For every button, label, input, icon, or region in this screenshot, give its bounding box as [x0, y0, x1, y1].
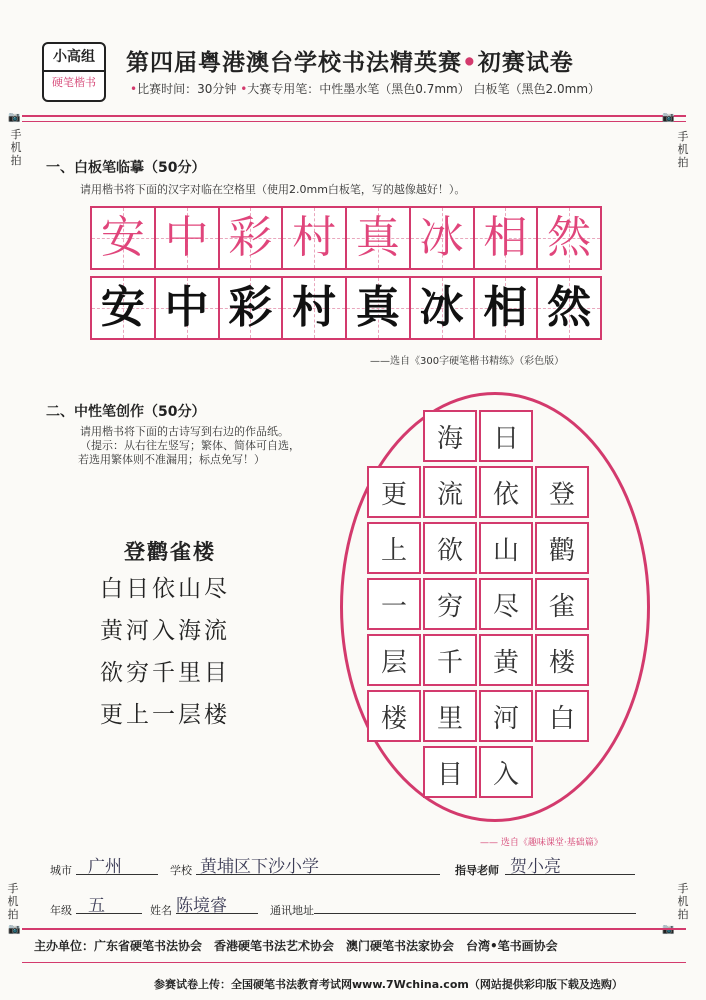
grid-cell: 河 [479, 690, 533, 742]
written-char-cell [475, 278, 539, 338]
grid-cell: 白 [535, 690, 589, 742]
side-phone-text-left-bottom: 手机拍 [7, 882, 19, 921]
page-title [126, 44, 574, 77]
grid-cell: 入 [479, 746, 533, 798]
poem-title: 登鹳雀楼 [124, 540, 216, 564]
grid-cell: 楼 [535, 634, 589, 686]
written-char-row [90, 276, 602, 340]
section1-source: ——选自《300字硬笔楷书精练》（彩色版） [370, 356, 565, 367]
model-char-row [90, 206, 602, 270]
section2-instruction-1: 请用楷书将下面的古诗写到右边的作品纸。 [80, 425, 289, 438]
written-char-cell [347, 278, 411, 338]
section2-instruction-3: 若选用繁体则不准漏用；标点免写！） [78, 453, 265, 466]
grid-cell: 海 [423, 410, 477, 462]
grid-cell: 登 [535, 466, 589, 518]
grid-cell: 更 [367, 466, 421, 518]
school-label: 学校 [170, 864, 192, 877]
written-char: 安 [100, 282, 145, 333]
grid-cell: 尽 [479, 578, 533, 630]
title-dot: • [462, 49, 478, 76]
poem-line: 黄河入海流 [100, 618, 230, 644]
written-char-cell [411, 278, 475, 338]
footer-divider [22, 928, 686, 930]
address-label: 通讯地址 [270, 904, 314, 917]
camera-icon: 📷 [662, 924, 675, 935]
bullet-icon: • [130, 82, 138, 96]
model-char-cell [156, 208, 220, 268]
written-char: 相 [483, 282, 528, 333]
grid-cell: 依 [479, 466, 533, 518]
name-underline [176, 913, 258, 914]
model-char-cell [475, 208, 539, 268]
title-main: 第四届粤港澳台学校书法精英赛 [126, 49, 462, 76]
section2-heading: 二、中性笔创作（50分） [46, 404, 206, 420]
poem-line: 白日依山尽 [100, 576, 230, 602]
city-underline [76, 874, 158, 875]
grid-cell: 里 [423, 690, 477, 742]
grid-cell: 欲 [423, 522, 477, 574]
model-char-cell [411, 208, 475, 268]
grid-cell: 一 [367, 578, 421, 630]
grid-cell: 穷 [423, 578, 477, 630]
grid-cell: 山 [479, 522, 533, 574]
grid-cell: 千 [423, 634, 477, 686]
side-phone-text-left-top: 手机拍 [10, 128, 22, 167]
section1-heading: 一、白板笔临摹（50分） [46, 160, 206, 176]
written-char-cell [156, 278, 220, 338]
section2-instruction-2: （提示：从右往左竖写；繁体、简体可自选， [80, 439, 300, 452]
exam-pen: 大赛专用笔：中性墨水笔（黑色0.7mm） 白板笔（黑色2.0mm） [247, 82, 601, 96]
grade-field[interactable]: 五 [88, 896, 105, 916]
section2-source: —— 选自《趣味课堂·基础篇》 [480, 838, 603, 848]
header-divider [22, 115, 686, 117]
model-char: 彩 [228, 212, 273, 263]
side-phone-text-right-bottom: 手机拍 [677, 882, 689, 921]
written-char-cell [92, 278, 156, 338]
grid-cell: 楼 [367, 690, 421, 742]
grade-underline [76, 913, 142, 914]
teacher-field[interactable]: 贺小亮 [510, 857, 561, 877]
side-phone-text-right-top: 手机拍 [677, 130, 689, 169]
grid-cell: 黄 [479, 634, 533, 686]
organizers: 主办单位：广东省硬笔书法协会 香港硬笔书法艺术协会 澳门硬笔书法家协会 台湾•笔书画协会 [34, 939, 558, 953]
written-char-cell [283, 278, 347, 338]
city-label: 城市 [50, 864, 72, 877]
bullet-icon: • [240, 82, 248, 96]
header-divider-thin [22, 121, 686, 122]
exam-info [130, 80, 600, 97]
camera-icon: 📷 [8, 112, 21, 123]
model-char-cell [283, 208, 347, 268]
model-char: 然 [547, 212, 592, 263]
written-char-cell [220, 278, 284, 338]
written-char: 然 [547, 282, 592, 333]
model-char-cell [347, 208, 411, 268]
group-badge [42, 42, 106, 102]
model-char-cell [538, 208, 600, 268]
model-char: 中 [164, 212, 209, 263]
written-char: 冰 [419, 282, 464, 333]
written-char: 彩 [228, 282, 273, 333]
model-char: 安 [100, 212, 145, 263]
school-field[interactable]: 黄埔区下沙小学 [200, 857, 319, 877]
name-field[interactable]: 陈境睿 [176, 896, 227, 916]
poem-line: 欲穷千里目 [100, 660, 230, 686]
upload-info: 参赛试卷上传：全国硬笔书法教育考试网www.7Wchina.com（网站提供彩印版下载及选购） [154, 978, 623, 991]
grid-cell: 目 [423, 746, 477, 798]
exam-time: 比赛时间：30分钟 [137, 82, 237, 96]
poem-line: 更上一层楼 [100, 702, 230, 728]
written-char: 真 [355, 282, 400, 333]
grade-label: 年级 [50, 904, 72, 917]
badge-group-label: 小高组 [44, 44, 104, 72]
model-char-cell [220, 208, 284, 268]
grid-cell: 上 [367, 522, 421, 574]
model-char: 相 [483, 212, 528, 263]
grid-cell: 鹳 [535, 522, 589, 574]
written-char-cell [538, 278, 600, 338]
school-underline [196, 874, 440, 875]
model-char: 冰 [419, 212, 464, 263]
title-tail: 初赛试卷 [477, 49, 574, 76]
model-char: 真 [355, 212, 400, 263]
grid-cell: 层 [367, 634, 421, 686]
model-char-cell [92, 208, 156, 268]
camera-icon: 📷 [662, 112, 675, 123]
grid-cell: 流 [423, 466, 477, 518]
camera-icon: 📷 [8, 924, 21, 935]
section1-instruction: 请用楷书将下面的汉字对临在空格里（使用2.0mm白板笔，写的越像越好！）。 [80, 183, 466, 196]
written-char: 中 [164, 282, 209, 333]
city-field[interactable]: 广州 [88, 857, 122, 877]
teacher-label: 指导老师 [455, 864, 499, 877]
name-label: 姓名 [150, 904, 172, 917]
badge-style-label: 硬笔楷书 [52, 76, 96, 89]
footer-divider-thin [22, 962, 686, 963]
grid-cell: 雀 [535, 578, 589, 630]
address-underline [314, 913, 636, 914]
teacher-underline [505, 874, 635, 875]
model-char: 村 [292, 212, 337, 263]
grid-cell: 日 [479, 410, 533, 462]
written-char: 村 [292, 282, 337, 333]
